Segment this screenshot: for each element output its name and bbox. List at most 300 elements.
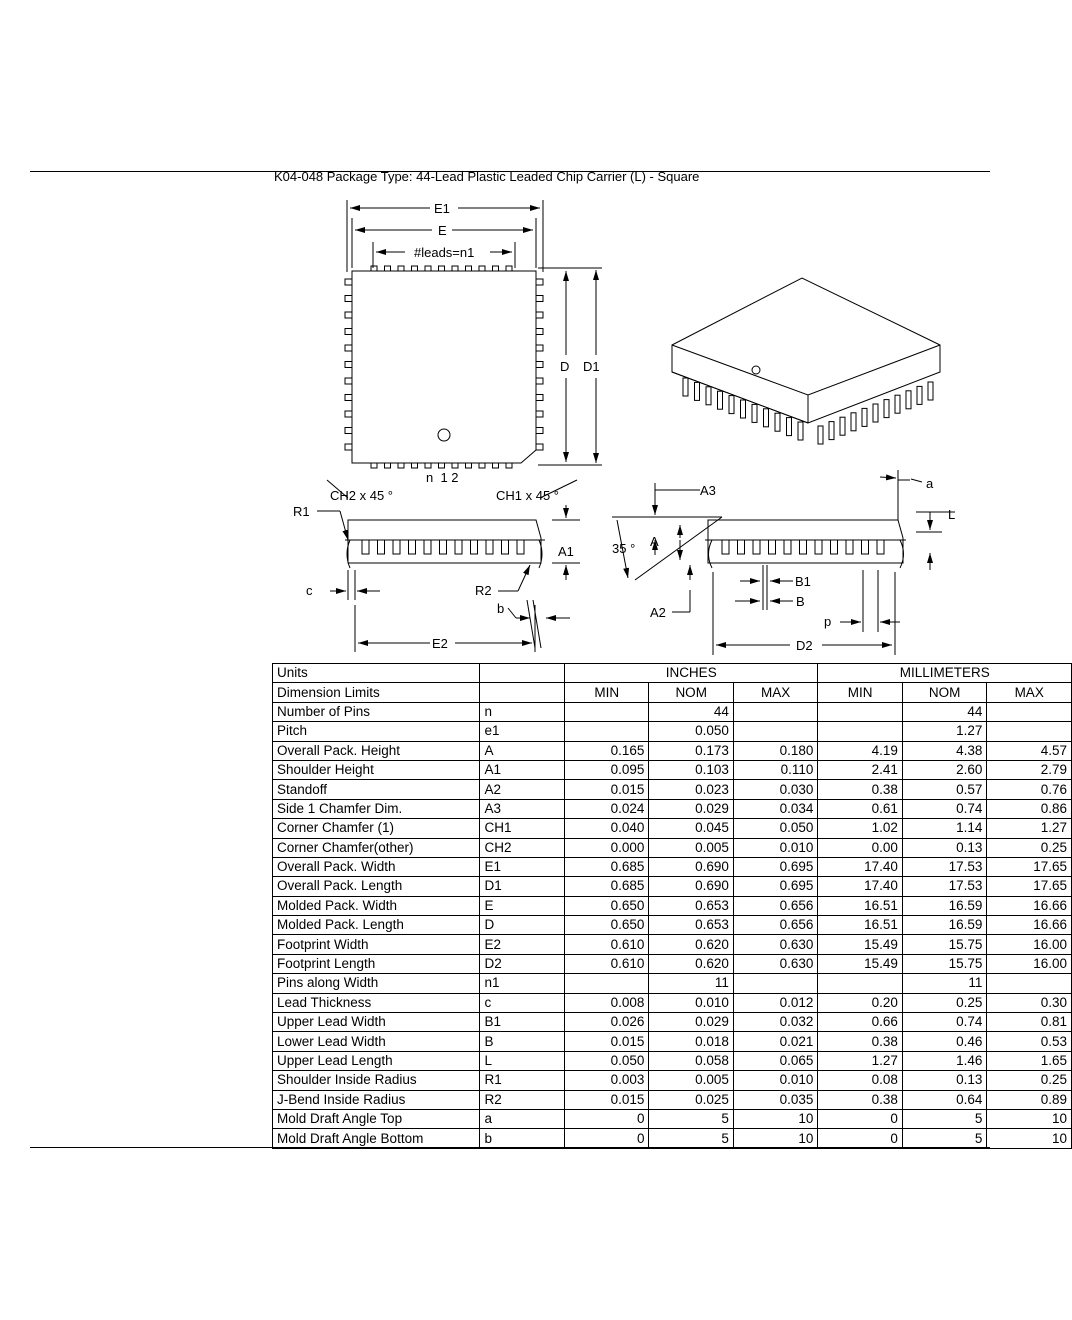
lead-right [536,411,543,417]
table-cell: 0.173 [649,741,733,760]
label-B: B [796,594,805,609]
table-cell: 0.032 [733,1013,818,1032]
table-cell: 0.058 [649,1051,733,1070]
table-cell: 0.165 [564,741,648,760]
table-cell: Mold Draft Angle Bottom [273,1129,480,1148]
table-cell: 0.86 [987,799,1072,818]
lead-top [385,266,391,271]
dimension-table-wrap [272,663,1067,1149]
side-lead [738,540,745,554]
table-cell: Number of Pins [273,702,480,721]
iso-lead-left [787,418,792,436]
table-cell: Lower Lead Width [273,1032,480,1051]
side-lead [424,540,431,554]
side-lead [769,540,776,554]
side-lead [877,540,884,554]
lead-left [345,428,352,434]
header-cell: NOM [902,683,986,702]
iso-lead-right [928,382,933,400]
table-cell: 0.103 [649,760,733,779]
table-cell: 0.695 [733,877,818,896]
label-E2: E2 [432,636,448,651]
header-cell: MIN [818,683,902,702]
lead-top [398,266,404,271]
table-cell [564,722,648,741]
label-n12: n 1 2 [426,470,459,485]
table-cell: 17.53 [902,877,986,896]
header-cell [480,683,564,702]
side-lead [471,540,478,554]
label-L: L [948,507,956,522]
lead-right [536,444,543,450]
table-cell: CH1 [480,819,564,838]
table-cell: 0.25 [902,993,986,1012]
iso-lead-right [906,391,911,409]
table-cell: 0.57 [902,780,986,799]
table-cell: 0 [564,1129,648,1148]
table-row [273,1090,1072,1109]
table-cell: 0.065 [733,1051,818,1070]
table-cell: 4.57 [987,741,1072,760]
table-row [273,974,1072,993]
table-row [273,954,1072,973]
table-cell: 2.41 [818,760,902,779]
bottom-rule [30,1147,990,1148]
table-cell: 16.66 [987,916,1072,935]
table-body [273,664,1072,1149]
table-cell: 1.27 [818,1051,902,1070]
lead-left [345,444,352,450]
lead-right [536,428,543,434]
table-cell: 0.035 [733,1090,818,1109]
table-cell: 0.029 [649,1013,733,1032]
table-cell: 16.51 [818,916,902,935]
table-cell: 1.46 [902,1051,986,1070]
lead-bottom [506,463,512,468]
side-lead [502,540,509,554]
table-cell: Overall Pack. Length [273,877,480,896]
table-cell: 0.89 [987,1090,1072,1109]
label-D1: D1 [583,359,600,374]
label-CH2: CH2 x 45 ° [330,488,394,503]
table-cell: R2 [480,1090,564,1109]
table-cell: A1 [480,760,564,779]
table-cell: 1.27 [987,819,1072,838]
table-cell: 0.610 [564,935,648,954]
table-cell: 0.012 [733,993,818,1012]
table-cell: E [480,896,564,915]
label-leads: #leads=n1 [414,245,475,260]
table-cell: 0.015 [564,1090,648,1109]
iso-lead-left [729,396,734,414]
table-cell: 0.690 [649,877,733,896]
side-lead [815,540,822,554]
table-row [273,993,1072,1012]
table-cell [733,974,818,993]
table-row [273,780,1072,799]
iso-lead-left [718,391,723,409]
table-cell: 0.656 [733,896,818,915]
lead-left [345,378,352,384]
table-cell: 16.00 [987,954,1072,973]
table-cell: L [480,1051,564,1070]
table-cell: A3 [480,799,564,818]
iso-lead-right [818,426,823,444]
lead-right [536,312,543,318]
lead-left [345,395,352,401]
table-cell: 5 [649,1109,733,1128]
table-cell: 0.46 [902,1032,986,1051]
table-cell: 0.010 [733,838,818,857]
table-row [273,916,1072,935]
iso-lead-right [862,408,867,426]
table-cell: 0.81 [987,1013,1072,1032]
side-lead [784,540,791,554]
table-cell: J-Bend Inside Radius [273,1090,480,1109]
lead-left [345,411,352,417]
table-cell: 1.27 [902,722,986,741]
side-lead [862,540,869,554]
lead-bottom [493,463,499,468]
table-cell: 0.13 [902,1071,986,1090]
table-row [273,1109,1072,1128]
header-cell [480,664,564,683]
package-drawing [0,0,1020,660]
table-cell: 0.050 [649,722,733,741]
lead-left [345,312,352,318]
table-cell [564,974,648,993]
header-cell: MAX [987,683,1072,702]
iso-lead-right [895,395,900,413]
lead-right [536,296,543,302]
table-cell: Overall Pack. Width [273,857,480,876]
lead-bottom [412,463,418,468]
table-cell: 15.75 [902,935,986,954]
header-cell: MAX [733,683,818,702]
lead-right [536,279,543,285]
table-cell: 0.74 [902,1013,986,1032]
table-cell: Pitch [273,722,480,741]
header-cell: Units [273,664,480,683]
table-cell: 0.695 [733,857,818,876]
table-cell: 0.180 [733,741,818,760]
table-cell: 4.19 [818,741,902,760]
side-lead [455,540,462,554]
table-cell: Molded Pack. Width [273,896,480,915]
iso-lead-right [840,417,845,435]
table-row [273,877,1072,896]
table-cell: Overall Pack. Height [273,741,480,760]
iso-lead-left [695,382,700,400]
table-cell: Corner Chamfer (1) [273,819,480,838]
package-title: K04-048 Package Type: 44-Lead Plastic Leaded Chip Carrier (L) - Square [274,169,700,184]
table-cell: 0.610 [564,954,648,973]
table-cell [564,702,648,721]
table-cell: 0.008 [564,993,648,1012]
table-cell: 0.003 [564,1071,648,1090]
table-cell [818,722,902,741]
table-cell: 0.64 [902,1090,986,1109]
table-cell: 0.005 [649,1071,733,1090]
lead-left [345,329,352,335]
table-cell: 0.76 [987,780,1072,799]
side-lead [409,540,416,554]
lead-bottom [371,463,377,468]
table-cell: 0.045 [649,819,733,838]
lead-bottom [398,463,404,468]
table-cell: 44 [649,702,733,721]
label-A: A [650,534,659,549]
table-cell: 0.015 [564,780,648,799]
lead-top [439,266,445,271]
table-cell: Upper Lead Width [273,1013,480,1032]
label-c: c [306,583,313,598]
lead-left [345,279,352,285]
table-row [273,702,1072,721]
iso-lead-right [884,400,889,418]
table-cell [987,722,1072,741]
table-cell: 0 [818,1109,902,1128]
table-cell: 15.49 [818,954,902,973]
table-cell [733,722,818,741]
label-35deg: 35 ° [612,541,636,556]
table-cell: 0.040 [564,819,648,838]
iso-lead-left [775,413,780,431]
side-lead [378,540,385,554]
lead-bottom [479,463,485,468]
table-cell: 0 [564,1109,648,1128]
lead-left [345,345,352,351]
table-cell: 16.59 [902,916,986,935]
table-cell: 0.38 [818,780,902,799]
table-cell: A [480,741,564,760]
label-R1: R1 [293,504,310,519]
table-row [273,819,1072,838]
table-cell: CH2 [480,838,564,857]
table-cell: b [480,1129,564,1148]
table-cell: 44 [902,702,986,721]
lead-bottom [385,463,391,468]
table-cell: 4.38 [902,741,986,760]
iso-lead-left [798,422,803,440]
table-cell [818,702,902,721]
lead-bottom [425,463,431,468]
table-cell: B [480,1032,564,1051]
table-cell: 1.14 [902,819,986,838]
table-cell: 0.050 [564,1051,648,1070]
label-D2: D2 [796,638,813,653]
lead-right [536,395,543,401]
table-row [273,1129,1072,1148]
table-cell: 0.021 [733,1032,818,1051]
label-A3: A3 [700,483,716,498]
table-cell [987,974,1072,993]
table-cell: 0.005 [649,838,733,857]
table-cell: 11 [902,974,986,993]
header-cell: MILLIMETERS [818,664,1072,683]
label-E: E [438,223,447,238]
iso-lead-left [706,387,711,405]
table-row [273,722,1072,741]
table-cell: Corner Chamfer(other) [273,838,480,857]
table-cell: 10 [987,1129,1072,1148]
table-cell: 16.66 [987,896,1072,915]
side-lead [753,540,760,554]
table-cell: 0.620 [649,935,733,954]
header-cell: Dimension Limits [273,683,480,702]
table-cell: 0.018 [649,1032,733,1051]
table-cell: 0.38 [818,1032,902,1051]
table-cell: 0.010 [733,1071,818,1090]
table-cell: R1 [480,1071,564,1090]
table-cell: 0.653 [649,916,733,935]
table-cell: 0.034 [733,799,818,818]
table-cell: 17.40 [818,877,902,896]
table-row [273,1051,1072,1070]
table-row [273,760,1072,779]
side-lead [440,540,447,554]
table-cell: 10 [987,1109,1072,1128]
table-cell: 0.030 [733,780,818,799]
table-cell: 17.65 [987,877,1072,896]
lead-bottom [452,463,458,468]
table-cell: 15.49 [818,935,902,954]
label-A2: A2 [650,605,666,620]
iso-lead-right [917,386,922,404]
lead-top [425,266,431,271]
table-cell: 16.00 [987,935,1072,954]
table-cell: a [480,1109,564,1128]
table-cell: 5 [902,1109,986,1128]
table-cell: 0.110 [733,760,818,779]
table-cell: 2.79 [987,760,1072,779]
table-cell: Standoff [273,780,480,799]
table-cell: 2.60 [902,760,986,779]
table-cell: 16.51 [818,896,902,915]
table-cell: Shoulder Height [273,760,480,779]
side-lead [846,540,853,554]
lead-right [536,378,543,384]
table-cell: 0.095 [564,760,648,779]
header-cell: MIN [564,683,648,702]
table-cell: 1.65 [987,1051,1072,1070]
table-cell: 17.65 [987,857,1072,876]
table-cell: 0.650 [564,896,648,915]
side-lead [393,540,400,554]
table-row [273,935,1072,954]
lead-left [345,362,352,368]
table-cell: 15.75 [902,954,986,973]
iso-lead-right [829,422,834,440]
lead-top [506,266,512,271]
table-cell [987,702,1072,721]
table-cell: 0.010 [649,993,733,1012]
table-row [273,741,1072,760]
table-cell: 0.620 [649,954,733,973]
table-cell: 0 [818,1129,902,1148]
table-row [273,838,1072,857]
table-cell: D1 [480,877,564,896]
table-cell: 0.656 [733,916,818,935]
table-cell: 0.38 [818,1090,902,1109]
table-cell: 0.25 [987,1071,1072,1090]
side-lead [486,540,493,554]
table-cell: Footprint Width [273,935,480,954]
label-B1: B1 [795,574,811,589]
table-cell: E2 [480,935,564,954]
table-cell: A2 [480,780,564,799]
table-cell: 0.00 [818,838,902,857]
lead-top [452,266,458,271]
table-cell: 0.026 [564,1013,648,1032]
lead-bottom [466,463,472,468]
table-cell: Side 1 Chamfer Dim. [273,799,480,818]
table-cell: 0.30 [987,993,1072,1012]
table-cell: Upper Lead Length [273,1051,480,1070]
table-cell: 17.40 [818,857,902,876]
label-E1: E1 [434,201,450,216]
table-cell: 0.74 [902,799,986,818]
table-cell: 0.20 [818,993,902,1012]
side-lead [362,540,369,554]
table-cell: D2 [480,954,564,973]
lead-left [345,296,352,302]
label-R2: R2 [475,583,492,598]
side-lead [722,540,729,554]
table-cell: 10 [733,1129,818,1148]
table-cell: Molded Pack. Length [273,916,480,935]
table-cell: 0.61 [818,799,902,818]
lead-right [536,345,543,351]
table-cell: 0.08 [818,1071,902,1090]
table-cell: B1 [480,1013,564,1032]
label-D: D [560,359,570,374]
table-cell: 0.000 [564,838,648,857]
side-lead [517,540,524,554]
header-cell: NOM [649,683,733,702]
table-cell: 0.66 [818,1013,902,1032]
table-cell: 0.029 [649,799,733,818]
dimension-table [272,663,1072,1149]
table-row [273,1071,1072,1090]
table-cell: 0.690 [649,857,733,876]
label-a: a [926,476,934,491]
table-cell: Shoulder Inside Radius [273,1071,480,1090]
table-cell: 0.024 [564,799,648,818]
iso-lead-left [741,400,746,418]
side-lead [800,540,807,554]
table-cell: 11 [649,974,733,993]
table-cell: 16.59 [902,896,986,915]
table-cell: 0.685 [564,857,648,876]
lead-top [466,266,472,271]
table-cell: Pins along Width [273,974,480,993]
label-A1: A1 [558,544,574,559]
table-cell: Footprint Length [273,954,480,973]
table-row [273,857,1072,876]
table-cell: 10 [733,1109,818,1128]
table-cell: e1 [480,722,564,741]
label-p: p [824,614,832,629]
table-cell: 0.653 [649,896,733,915]
table-header-units [273,664,1072,683]
label-b: b [497,601,505,616]
table-cell: 0.015 [564,1032,648,1051]
table-header-limits [273,683,1072,702]
table-cell: 0.630 [733,954,818,973]
table-cell: 5 [649,1129,733,1148]
lead-top [479,266,485,271]
